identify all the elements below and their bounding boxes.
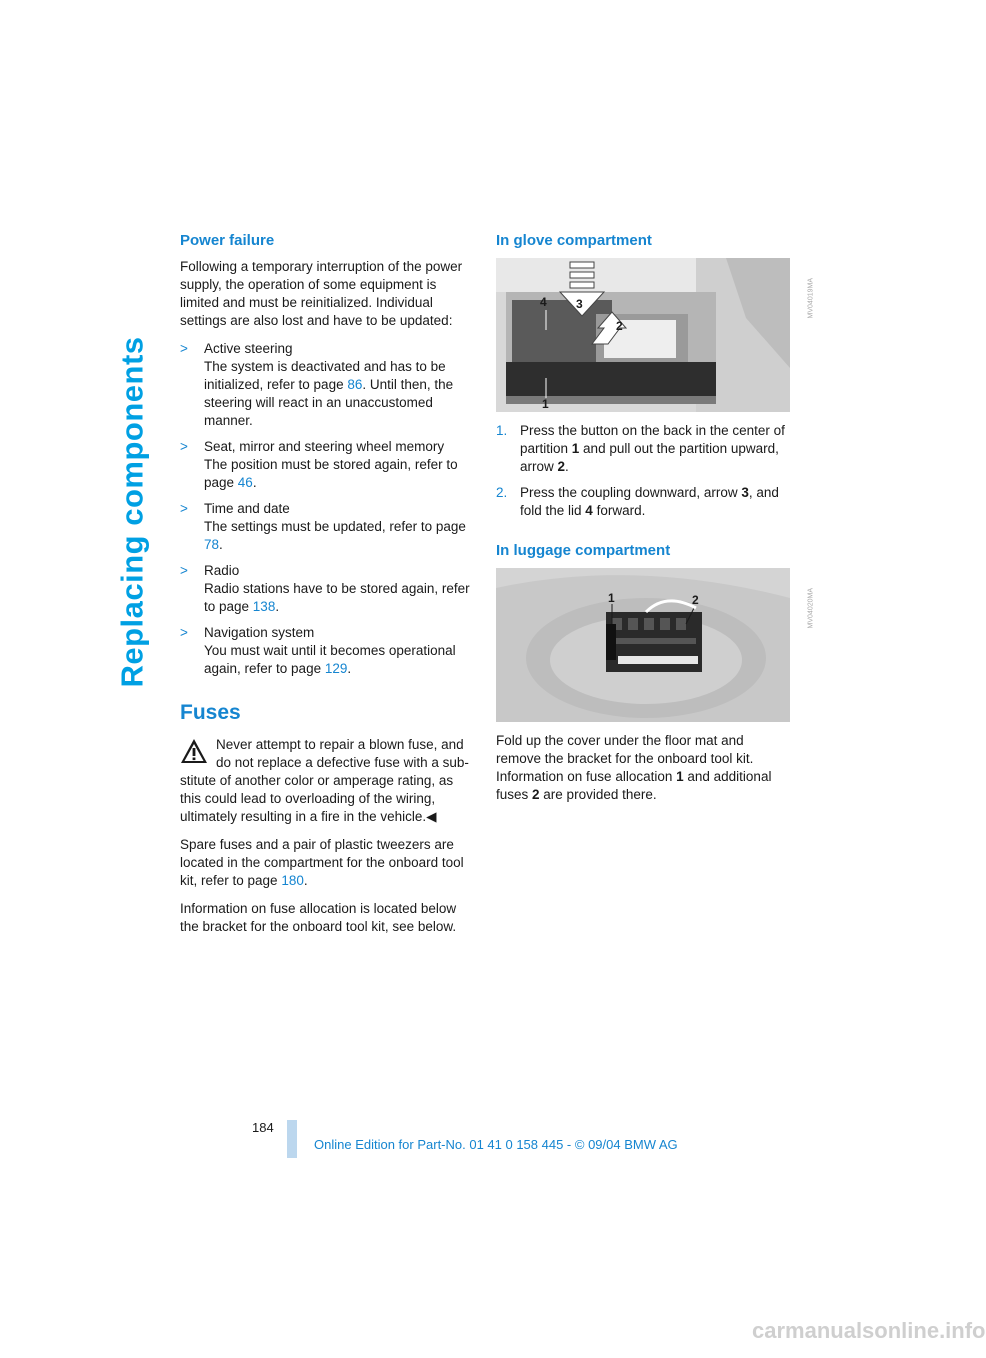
step-number: 1.: [496, 423, 508, 438]
list-item: [180, 500, 472, 554]
footer-edition-text: Online Edition for Part-No. 01 41 0 158 445 - © 09/04 BMW AG: [314, 1137, 678, 1152]
step-item: [496, 422, 790, 476]
list-item-text: You must wait until it becomes operational again, refer to page 129.: [204, 643, 456, 676]
left-column: [180, 228, 472, 946]
bullet-marker: >: [180, 501, 188, 516]
page-link[interactable]: 180: [281, 873, 304, 888]
warning-text-2: stitute of another color or amperage rating, as this could lead to overloading of the wiring, ultimately resulting in a fire in the vehicle.◀: [180, 773, 454, 824]
figure-label: 3: [576, 297, 583, 311]
glove-compartment-illustration: [496, 258, 790, 412]
list-item-title: Time and date: [204, 501, 290, 516]
bullet-marker: >: [180, 341, 188, 356]
side-section-title-text: Replacing components: [115, 336, 151, 688]
figure-code: MV04020MA: [807, 588, 814, 629]
list-item-text: The settings must be updated, refer to page 78.: [204, 519, 466, 552]
step-item: [496, 484, 790, 520]
glove-compartment-heading: In glove compartment: [496, 232, 652, 249]
bullet-marker: >: [180, 563, 188, 578]
page-link[interactable]: 86: [347, 377, 363, 392]
luggage-compartment-figure: [496, 568, 814, 722]
luggage-paragraph: Fold up the cover under the floor mat and remove the bracket for the onboard tool kit. Information on fuse allocation 1 and additional fuses 2 are provided there.: [496, 733, 772, 802]
watermark: carmanualsonline.info: [752, 1318, 986, 1343]
figure-label: 2: [616, 319, 623, 333]
list-item-title: Radio: [204, 563, 240, 578]
page-number: 184: [252, 1120, 274, 1135]
power-failure-heading: Power failure: [180, 232, 275, 249]
figure-label: 2: [692, 593, 699, 607]
figure-label: 1: [608, 591, 615, 605]
figure-label: 1: [542, 397, 549, 411]
luggage-compartment-illustration: [496, 568, 790, 722]
step-text: Press the button on the back in the center of partition 1 and pull out the partition upward, arrow 2.: [520, 423, 785, 474]
page-link[interactable]: 138: [252, 599, 276, 614]
figure-label: 4: [540, 295, 547, 309]
step-number: 2.: [496, 485, 508, 500]
fuses-heading: Fuses: [180, 701, 241, 724]
power-failure-intro: Following a temporary interruption of the power supply, the operation of some equipment is limited and must be reinitialized. Individual settings are also lost and have to be updated:: [180, 259, 463, 328]
side-section-title: [113, 232, 153, 792]
page-link[interactable]: 46: [237, 475, 253, 490]
warning-triangle-icon: [180, 738, 208, 764]
page-link[interactable]: 78: [204, 537, 220, 552]
list-item: [180, 438, 472, 492]
warning-text-1: Never attempt to repair a blown fuse, and do not replace a defective fuse with a sub-: [216, 737, 469, 770]
list-item-title: Active steering: [204, 341, 293, 356]
list-item-text: Radio stations have to be stored again, refer to page 138.: [204, 581, 470, 614]
end-marker: ◀: [426, 809, 437, 824]
spare-fuses-paragraph: Spare fuses and a pair of plastic tweezers are located in the compartment for the onboard tool kit, refer to page 180.: [180, 837, 464, 888]
list-item: [180, 340, 472, 430]
bullet-marker: >: [180, 625, 188, 640]
page-link[interactable]: 129: [324, 661, 348, 676]
footer-bar: [287, 1120, 297, 1158]
list-item-text: The system is deactivated and has to be initialized, refer to page 86. Until then, the steering will react in an unaccustomed manner.: [204, 359, 454, 428]
bullet-marker: >: [180, 439, 188, 454]
list-item-title: Seat, mirror and steering wheel memory: [204, 439, 445, 454]
right-column: [496, 228, 814, 814]
fuse-allocation-paragraph: Information on fuse allocation is located below the bracket for the onboard tool kit, see below.: [180, 901, 457, 934]
glove-compartment-figure: [496, 258, 814, 412]
list-item-text: The position must be stored again, refer to page 46.: [204, 457, 458, 490]
step-text: Press the coupling downward, arrow 3, and fold the lid 4 forward.: [520, 485, 779, 518]
figure-code: MV04019MA: [807, 278, 814, 319]
list-item: [180, 562, 472, 616]
list-item: [180, 624, 472, 678]
list-item-title: Navigation system: [204, 625, 315, 640]
luggage-compartment-heading: In luggage compartment: [496, 542, 671, 559]
warning-note: [180, 736, 472, 826]
